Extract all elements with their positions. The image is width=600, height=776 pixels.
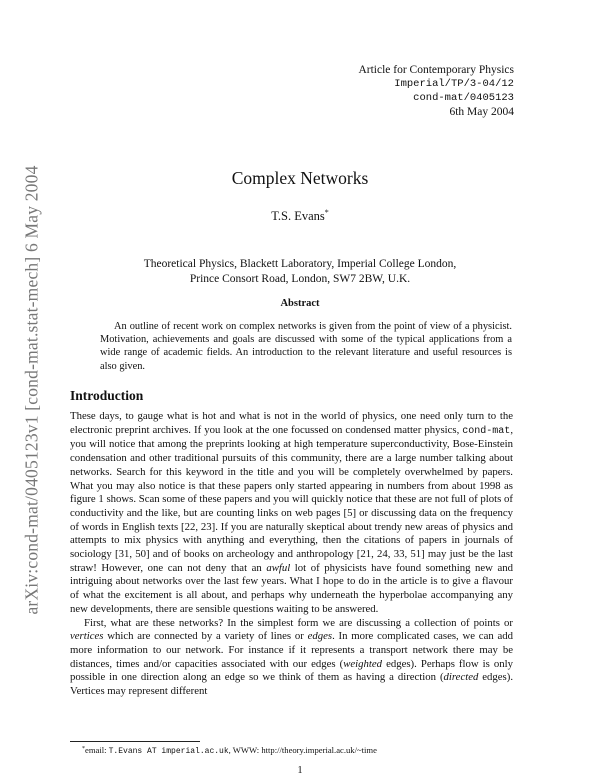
page-number: 1	[297, 765, 303, 776]
author-line	[0, 208, 600, 224]
journal-line: Article for Contemporary Physics	[358, 64, 514, 76]
paper-title: Complex Networks	[231, 168, 369, 188]
inline-code: cond-mat	[462, 425, 511, 437]
introduction-body	[70, 410, 513, 699]
footnote-rule	[70, 741, 200, 742]
footnote: *email: T.Evans AT imperial.ac.uk, WWW: http://theory.imperial.ac.uk/~time	[82, 745, 377, 756]
paragraph-1: These days, to gauge what is hot and what is not in the world of physics, one need only turn to the electronic preprint archives. If you look at the one focussed on condensed matter physics, cond-mat, you will notice that among the preprints looking at high temperature superconductivity, Bose-Einstein condensation and other traditional pursuits of this community, there are a large number talking about networks. Search for this keyword in the title and you will be completely overwhelmed by papers. What you may also notice is that these papers only started appearing in numbers from about 1998 as figure 1 shows. Scan some of these papers and you will quickly notice that these are not full of plots of conductivity and the like, but are counting links on web pages [5] or discussing data on the frequency of words in English texts [22, 23]. If you are naturally skeptical about trendy new areas of physics and attempts to mix physics with anything and everything, then the citations of papers in journals of sociology [31, 50] and of books on archeology and anthropology [21, 24, 33, 51] may just be the last straw! However, one can not deny that an awful lot of physicists have found something new and intriguing about networks over the last few years. What I hope to do in the article is to give a flavour of what the excitement is all about, and perhaps why underneath the hyperbolae accompanying any new developments, there are sensible questions waiting to be answered.	[70, 410, 513, 615]
abstract-heading: Abstract	[280, 298, 320, 309]
paper-date: 6th May 2004	[449, 106, 514, 118]
report-number: Imperial/TP/3-04/12	[394, 78, 514, 90]
archive-id: cond-mat/0405123	[413, 92, 514, 104]
footnote-web: , WWW: http://theory.imperial.ac.uk/~time	[228, 745, 377, 755]
emphasis: awful	[266, 561, 291, 574]
arxiv-identifier-text: arXiv:cond-mat/0405123v1 [cond-mat.stat-mech] 6 May 2004	[21, 165, 42, 615]
affiliation	[0, 257, 600, 287]
affiliation-line-2: Prince Consort Road, London, SW7 2BW, U.K.	[189, 273, 411, 285]
footnote-mark: *	[82, 746, 85, 752]
section-heading-introduction: Introduction	[70, 388, 144, 403]
paragraph-2: First, what are these networks? In the simplest form we are discussing a collection of points or vertices which are connected by a variety of lines or edges. In more complicated cases, we can add more information to our network. For instance if it represents a transport network there may be distances, times and/or capacities associated with our edges (weighted edges). Perhaps flow is only possible in one direction along an edge so we think of them as having a direction (directed edges). Vertices may represent different	[70, 616, 514, 698]
abstract-text: An outline of recent work on complex networks is given from the point of view of a physicist. Motivation, achievements and goals are discussed with some of the typical applications from a wide range of academic fields. An introduction to the relevant literature and useful resources is also given.	[100, 321, 512, 372]
author-name: T.S. Evans	[271, 209, 325, 223]
report-header	[358, 63, 514, 119]
author-footnote-mark: *	[324, 208, 329, 217]
footnote-email: T.Evans AT imperial.ac.uk	[108, 747, 229, 756]
affiliation-line-1: Theoretical Physics, Blackett Laboratory, Imperial College London,	[143, 258, 457, 270]
